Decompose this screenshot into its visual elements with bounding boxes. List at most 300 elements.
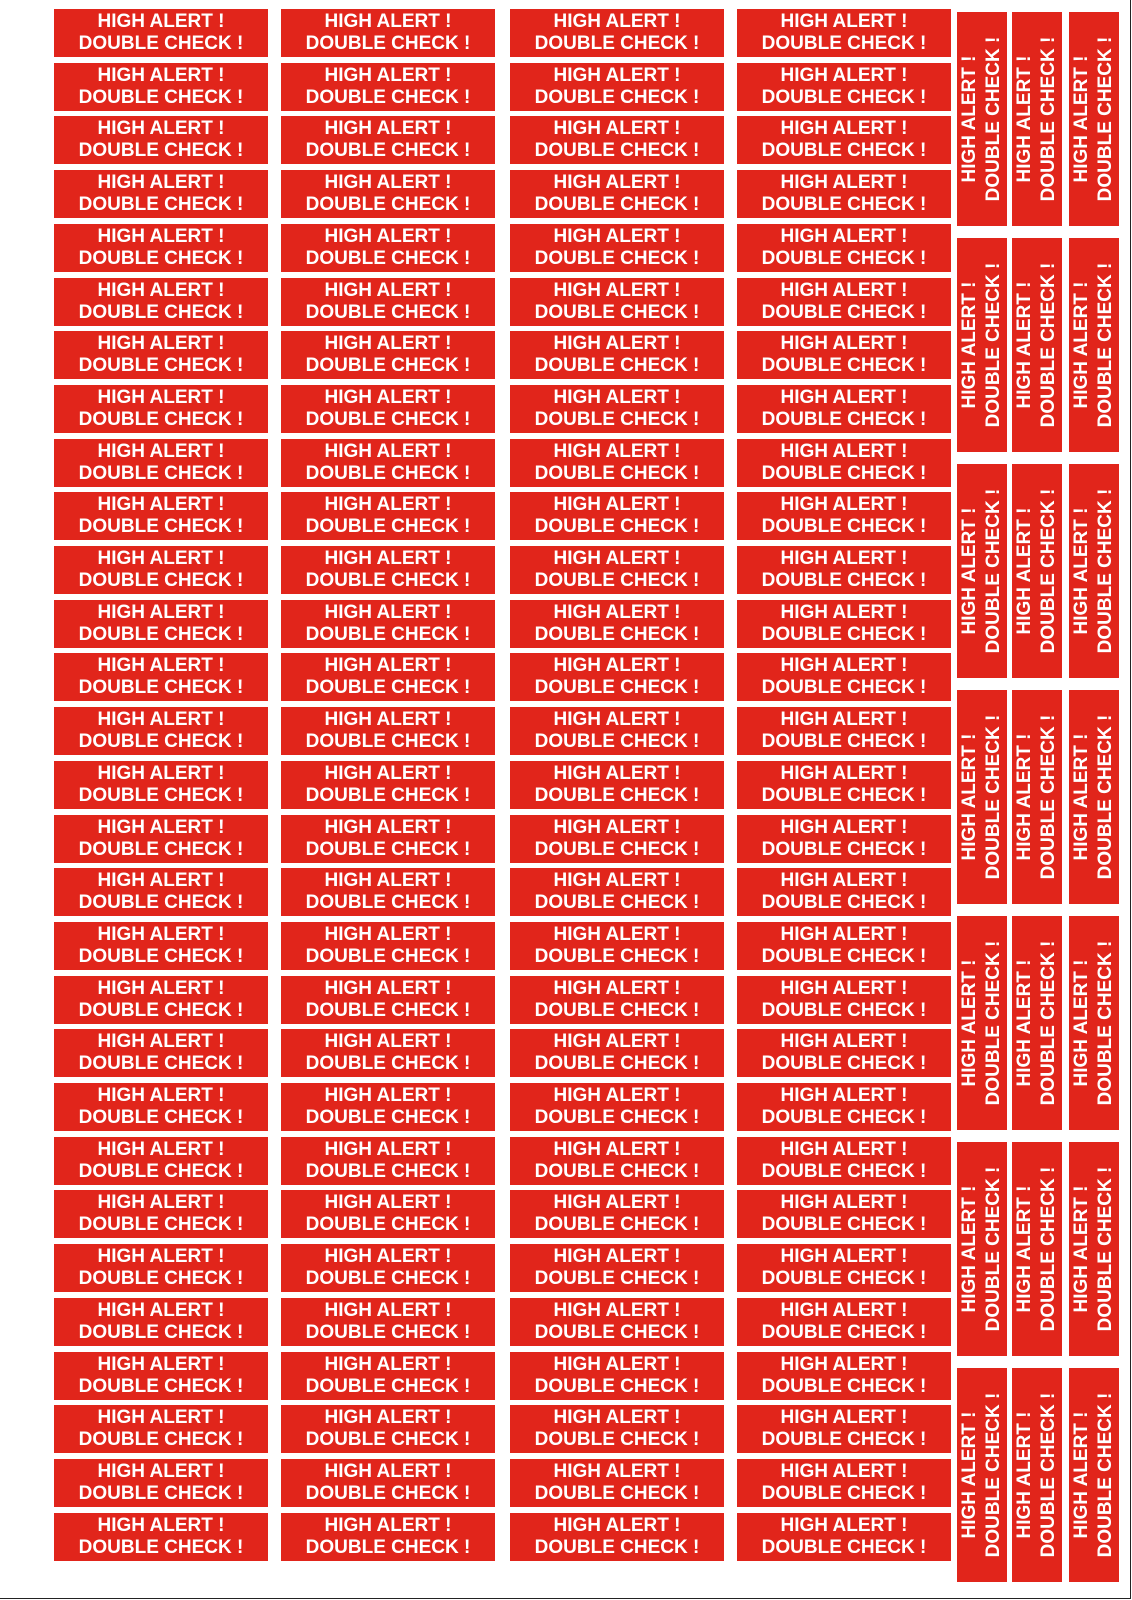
rotated-label-text xyxy=(1013,941,1061,1106)
rotated-label-text xyxy=(1070,263,1118,428)
alert-label xyxy=(281,116,495,164)
label-line-high-alert: HIGH ALERT ! xyxy=(780,1192,908,1213)
alert-label xyxy=(54,600,268,648)
alert-label xyxy=(54,653,268,701)
alert-label xyxy=(54,170,268,218)
rotated-label-text xyxy=(958,941,1006,1106)
label-line-double-check: DOUBLE CHECK ! xyxy=(305,516,471,537)
label-line-double-check: DOUBLE CHECK ! xyxy=(305,1107,471,1128)
label-line-high-alert: HIGH ALERT ! xyxy=(324,1354,452,1375)
label-line-double-check: DOUBLE CHECK ! xyxy=(534,1537,700,1558)
label-line-double-check: DOUBLE CHECK ! xyxy=(534,1483,700,1504)
label-line-high-alert: HIGH ALERT ! xyxy=(97,65,225,86)
label-line-double-check: DOUBLE CHECK ! xyxy=(983,1392,1004,1558)
label-line-high-alert: HIGH ALERT ! xyxy=(97,118,225,139)
label-line-high-alert: HIGH ALERT ! xyxy=(324,494,452,515)
label-line-high-alert: HIGH ALERT ! xyxy=(1014,959,1035,1087)
label-line-double-check: DOUBLE CHECK ! xyxy=(305,1161,471,1182)
label-line-double-check: DOUBLE CHECK ! xyxy=(761,731,927,752)
alert-label xyxy=(281,1298,495,1346)
alert-label xyxy=(54,439,268,487)
label-line-high-alert: HIGH ALERT ! xyxy=(1071,1411,1092,1539)
label-line-double-check: DOUBLE CHECK ! xyxy=(78,1000,244,1021)
label-line-high-alert: HIGH ALERT ! xyxy=(780,1031,908,1052)
label-line-double-check: DOUBLE CHECK ! xyxy=(305,140,471,161)
label-line-high-alert: HIGH ALERT ! xyxy=(780,172,908,193)
label-line-high-alert: HIGH ALERT ! xyxy=(553,1139,681,1160)
label-line-high-alert: HIGH ALERT ! xyxy=(553,978,681,999)
label-line-double-check: DOUBLE CHECK ! xyxy=(305,624,471,645)
label-line-double-check: DOUBLE CHECK ! xyxy=(78,624,244,645)
label-line-high-alert: HIGH ALERT ! xyxy=(1071,55,1092,183)
label-line-high-alert: HIGH ALERT ! xyxy=(553,280,681,301)
alert-label xyxy=(281,1190,495,1238)
label-line-double-check: DOUBLE CHECK ! xyxy=(534,140,700,161)
label-line-high-alert: HIGH ALERT ! xyxy=(959,733,980,861)
alert-label-vertical xyxy=(1012,464,1062,678)
alert-label xyxy=(54,63,268,111)
alert-label xyxy=(737,1513,951,1561)
alert-label xyxy=(281,170,495,218)
label-line-high-alert: HIGH ALERT ! xyxy=(97,548,225,569)
label-line-high-alert: HIGH ALERT ! xyxy=(97,924,225,945)
label-line-high-alert: HIGH ALERT ! xyxy=(780,1085,908,1106)
alert-label xyxy=(737,1244,951,1292)
label-line-high-alert: HIGH ALERT ! xyxy=(553,1085,681,1106)
label-line-high-alert: HIGH ALERT ! xyxy=(553,1407,681,1428)
alert-label xyxy=(510,922,724,970)
alert-label xyxy=(281,385,495,433)
label-line-double-check: DOUBLE CHECK ! xyxy=(78,1537,244,1558)
alert-label xyxy=(510,1352,724,1400)
alert-label xyxy=(737,868,951,916)
label-line-high-alert: HIGH ALERT ! xyxy=(780,978,908,999)
alert-label xyxy=(510,1513,724,1561)
label-line-high-alert: HIGH ALERT ! xyxy=(97,333,225,354)
label-line-double-check: DOUBLE CHECK ! xyxy=(761,463,927,484)
rotated-label-text xyxy=(1013,1393,1061,1558)
alert-label xyxy=(281,224,495,272)
label-line-double-check: DOUBLE CHECK ! xyxy=(761,1376,927,1397)
alert-label xyxy=(281,653,495,701)
label-line-high-alert: HIGH ALERT ! xyxy=(780,1515,908,1536)
alert-label xyxy=(737,546,951,594)
alert-label xyxy=(54,922,268,970)
label-line-high-alert: HIGH ALERT ! xyxy=(553,172,681,193)
alert-label xyxy=(510,868,724,916)
alert-label-vertical xyxy=(957,916,1007,1130)
label-line-high-alert: HIGH ALERT ! xyxy=(959,507,980,635)
label-line-high-alert: HIGH ALERT ! xyxy=(324,1139,452,1160)
label-line-double-check: DOUBLE CHECK ! xyxy=(983,1166,1004,1332)
label-line-double-check: DOUBLE CHECK ! xyxy=(305,248,471,269)
label-line-high-alert: HIGH ALERT ! xyxy=(553,548,681,569)
label-line-high-alert: HIGH ALERT ! xyxy=(97,1461,225,1482)
alert-label-vertical xyxy=(957,464,1007,678)
alert-label xyxy=(510,815,724,863)
label-line-high-alert: HIGH ALERT ! xyxy=(553,1192,681,1213)
label-line-double-check: DOUBLE CHECK ! xyxy=(534,570,700,591)
label-line-double-check: DOUBLE CHECK ! xyxy=(305,1268,471,1289)
alert-label xyxy=(281,922,495,970)
label-line-high-alert: HIGH ALERT ! xyxy=(780,1139,908,1160)
label-line-high-alert: HIGH ALERT ! xyxy=(780,817,908,838)
label-line-high-alert: HIGH ALERT ! xyxy=(780,494,908,515)
rotated-label-text xyxy=(958,489,1006,654)
label-line-double-check: DOUBLE CHECK ! xyxy=(78,1268,244,1289)
label-line-high-alert: HIGH ALERT ! xyxy=(324,924,452,945)
label-line-high-alert: HIGH ALERT ! xyxy=(780,548,908,569)
alert-label xyxy=(54,1513,268,1561)
label-line-high-alert: HIGH ALERT ! xyxy=(553,1461,681,1482)
label-line-double-check: DOUBLE CHECK ! xyxy=(534,839,700,860)
label-line-double-check: DOUBLE CHECK ! xyxy=(305,355,471,376)
label-line-double-check: DOUBLE CHECK ! xyxy=(534,624,700,645)
label-line-high-alert: HIGH ALERT ! xyxy=(97,1031,225,1052)
label-line-double-check: DOUBLE CHECK ! xyxy=(305,1537,471,1558)
rotated-label-text xyxy=(1013,1167,1061,1332)
label-line-high-alert: HIGH ALERT ! xyxy=(959,959,980,1087)
label-line-high-alert: HIGH ALERT ! xyxy=(97,11,225,32)
label-line-double-check: DOUBLE CHECK ! xyxy=(1095,262,1116,428)
label-line-double-check: DOUBLE CHECK ! xyxy=(78,355,244,376)
alert-label xyxy=(737,1405,951,1453)
alert-label xyxy=(510,1405,724,1453)
rotated-label-text xyxy=(1070,1167,1118,1332)
alert-label xyxy=(54,385,268,433)
label-line-double-check: DOUBLE CHECK ! xyxy=(1095,714,1116,880)
rotated-label-text xyxy=(1070,941,1118,1106)
alert-label-vertical xyxy=(1012,238,1062,452)
label-line-high-alert: HIGH ALERT ! xyxy=(324,870,452,891)
label-line-double-check: DOUBLE CHECK ! xyxy=(305,463,471,484)
label-line-double-check: DOUBLE CHECK ! xyxy=(305,839,471,860)
label-line-high-alert: HIGH ALERT ! xyxy=(1014,1411,1035,1539)
label-line-high-alert: HIGH ALERT ! xyxy=(780,333,908,354)
alert-label-vertical xyxy=(1012,916,1062,1130)
label-line-double-check: DOUBLE CHECK ! xyxy=(761,1268,927,1289)
label-line-double-check: DOUBLE CHECK ! xyxy=(305,302,471,323)
label-line-high-alert: HIGH ALERT ! xyxy=(780,280,908,301)
label-line-double-check: DOUBLE CHECK ! xyxy=(78,1322,244,1343)
label-line-double-check: DOUBLE CHECK ! xyxy=(305,570,471,591)
label-line-double-check: DOUBLE CHECK ! xyxy=(534,1376,700,1397)
alert-label-vertical xyxy=(1069,12,1119,226)
label-line-high-alert: HIGH ALERT ! xyxy=(324,172,452,193)
label-line-high-alert: HIGH ALERT ! xyxy=(324,1246,452,1267)
label-line-high-alert: HIGH ALERT ! xyxy=(780,924,908,945)
label-line-high-alert: HIGH ALERT ! xyxy=(780,1300,908,1321)
alert-label xyxy=(510,1298,724,1346)
label-line-double-check: DOUBLE CHECK ! xyxy=(534,1268,700,1289)
rotated-label-text xyxy=(1013,715,1061,880)
label-line-high-alert: HIGH ALERT ! xyxy=(780,655,908,676)
label-line-high-alert: HIGH ALERT ! xyxy=(97,1300,225,1321)
label-line-double-check: DOUBLE CHECK ! xyxy=(78,1483,244,1504)
alert-label xyxy=(54,224,268,272)
label-line-double-check: DOUBLE CHECK ! xyxy=(761,140,927,161)
label-line-high-alert: HIGH ALERT ! xyxy=(1071,959,1092,1087)
label-line-double-check: DOUBLE CHECK ! xyxy=(1038,1166,1059,1332)
alert-label xyxy=(510,1083,724,1131)
alert-label xyxy=(281,761,495,809)
label-line-double-check: DOUBLE CHECK ! xyxy=(78,87,244,108)
alert-label xyxy=(737,1298,951,1346)
label-line-high-alert: HIGH ALERT ! xyxy=(324,441,452,462)
alert-label xyxy=(737,653,951,701)
alert-label xyxy=(510,1137,724,1185)
label-line-high-alert: HIGH ALERT ! xyxy=(97,280,225,301)
label-line-double-check: DOUBLE CHECK ! xyxy=(78,516,244,537)
label-line-double-check: DOUBLE CHECK ! xyxy=(761,892,927,913)
label-line-high-alert: HIGH ALERT ! xyxy=(1071,281,1092,409)
alert-label-vertical xyxy=(957,1142,1007,1356)
alert-label-vertical xyxy=(1069,1142,1119,1356)
label-line-double-check: DOUBLE CHECK ! xyxy=(983,36,1004,202)
label-line-double-check: DOUBLE CHECK ! xyxy=(761,87,927,108)
alert-label xyxy=(737,1352,951,1400)
alert-label-vertical xyxy=(1012,1368,1062,1582)
label-line-high-alert: HIGH ALERT ! xyxy=(1071,733,1092,861)
label-line-high-alert: HIGH ALERT ! xyxy=(324,118,452,139)
label-line-double-check: DOUBLE CHECK ! xyxy=(78,892,244,913)
alert-label xyxy=(281,868,495,916)
label-line-double-check: DOUBLE CHECK ! xyxy=(1038,36,1059,202)
alert-label xyxy=(737,331,951,379)
alert-label xyxy=(737,1137,951,1185)
label-line-high-alert: HIGH ALERT ! xyxy=(324,226,452,247)
alert-label xyxy=(54,1137,268,1185)
label-line-high-alert: HIGH ALERT ! xyxy=(553,118,681,139)
label-line-high-alert: HIGH ALERT ! xyxy=(959,1411,980,1539)
alert-label-vertical xyxy=(957,12,1007,226)
label-line-high-alert: HIGH ALERT ! xyxy=(959,55,980,183)
alert-label xyxy=(281,1405,495,1453)
label-line-double-check: DOUBLE CHECK ! xyxy=(78,785,244,806)
label-line-double-check: DOUBLE CHECK ! xyxy=(534,1053,700,1074)
label-line-double-check: DOUBLE CHECK ! xyxy=(534,677,700,698)
alert-label-vertical xyxy=(957,1368,1007,1582)
alert-label xyxy=(510,278,724,326)
alert-label xyxy=(54,278,268,326)
label-line-high-alert: HIGH ALERT ! xyxy=(553,763,681,784)
label-line-double-check: DOUBLE CHECK ! xyxy=(305,1214,471,1235)
label-line-double-check: DOUBLE CHECK ! xyxy=(78,302,244,323)
label-line-high-alert: HIGH ALERT ! xyxy=(553,11,681,32)
label-line-double-check: DOUBLE CHECK ! xyxy=(78,839,244,860)
label-line-high-alert: HIGH ALERT ! xyxy=(97,602,225,623)
rotated-label-text xyxy=(1013,263,1061,428)
alert-label xyxy=(510,385,724,433)
alert-label xyxy=(510,1244,724,1292)
label-line-double-check: DOUBLE CHECK ! xyxy=(761,33,927,54)
label-line-high-alert: HIGH ALERT ! xyxy=(324,65,452,86)
label-line-double-check: DOUBLE CHECK ! xyxy=(534,355,700,376)
label-line-high-alert: HIGH ALERT ! xyxy=(324,387,452,408)
alert-label xyxy=(54,492,268,540)
alert-label xyxy=(737,922,951,970)
alert-label xyxy=(54,1244,268,1292)
alert-label xyxy=(737,815,951,863)
label-line-double-check: DOUBLE CHECK ! xyxy=(534,1429,700,1450)
alert-label xyxy=(54,331,268,379)
label-line-double-check: DOUBLE CHECK ! xyxy=(305,785,471,806)
label-line-double-check: DOUBLE CHECK ! xyxy=(1038,714,1059,880)
rotated-label-text xyxy=(1013,489,1061,654)
label-line-high-alert: HIGH ALERT ! xyxy=(553,655,681,676)
label-line-double-check: DOUBLE CHECK ! xyxy=(534,1214,700,1235)
rotated-label-text xyxy=(958,37,1006,202)
alert-label xyxy=(54,9,268,57)
label-line-high-alert: HIGH ALERT ! xyxy=(553,870,681,891)
label-line-double-check: DOUBLE CHECK ! xyxy=(78,946,244,967)
alert-label xyxy=(737,492,951,540)
label-line-double-check: DOUBLE CHECK ! xyxy=(305,946,471,967)
alert-label-vertical xyxy=(1012,12,1062,226)
label-line-high-alert: HIGH ALERT ! xyxy=(324,1407,452,1428)
label-line-double-check: DOUBLE CHECK ! xyxy=(1095,940,1116,1106)
alert-label xyxy=(510,1459,724,1507)
alert-label xyxy=(737,761,951,809)
alert-label-vertical xyxy=(957,690,1007,904)
label-line-high-alert: HIGH ALERT ! xyxy=(97,1085,225,1106)
label-line-double-check: DOUBLE CHECK ! xyxy=(305,1322,471,1343)
label-line-double-check: DOUBLE CHECK ! xyxy=(305,731,471,752)
alert-label xyxy=(281,492,495,540)
label-line-double-check: DOUBLE CHECK ! xyxy=(761,839,927,860)
label-line-high-alert: HIGH ALERT ! xyxy=(1014,733,1035,861)
label-line-high-alert: HIGH ALERT ! xyxy=(324,1192,452,1213)
rotated-label-text xyxy=(958,1167,1006,1332)
label-line-double-check: DOUBLE CHECK ! xyxy=(534,1107,700,1128)
label-line-high-alert: HIGH ALERT ! xyxy=(780,118,908,139)
alert-label xyxy=(510,331,724,379)
alert-label xyxy=(281,9,495,57)
alert-label xyxy=(510,9,724,57)
label-line-high-alert: HIGH ALERT ! xyxy=(324,548,452,569)
label-line-high-alert: HIGH ALERT ! xyxy=(553,494,681,515)
alert-label-vertical xyxy=(1069,1368,1119,1582)
label-line-high-alert: HIGH ALERT ! xyxy=(324,817,452,838)
label-line-double-check: DOUBLE CHECK ! xyxy=(761,946,927,967)
label-line-double-check: DOUBLE CHECK ! xyxy=(761,1053,927,1074)
alert-label xyxy=(54,1352,268,1400)
label-line-high-alert: HIGH ALERT ! xyxy=(1071,507,1092,635)
label-line-high-alert: HIGH ALERT ! xyxy=(780,226,908,247)
label-line-double-check: DOUBLE CHECK ! xyxy=(305,409,471,430)
alert-label xyxy=(737,439,951,487)
alert-label xyxy=(281,331,495,379)
label-line-high-alert: HIGH ALERT ! xyxy=(553,602,681,623)
label-line-high-alert: HIGH ALERT ! xyxy=(780,1246,908,1267)
label-line-high-alert: HIGH ALERT ! xyxy=(553,1354,681,1375)
alert-label xyxy=(510,707,724,755)
label-line-high-alert: HIGH ALERT ! xyxy=(97,1246,225,1267)
label-line-double-check: DOUBLE CHECK ! xyxy=(761,1000,927,1021)
alert-label xyxy=(281,976,495,1024)
label-line-double-check: DOUBLE CHECK ! xyxy=(78,1429,244,1450)
alert-label xyxy=(737,1459,951,1507)
rotated-label-text xyxy=(1070,715,1118,880)
label-line-high-alert: HIGH ALERT ! xyxy=(324,280,452,301)
label-line-high-alert: HIGH ALERT ! xyxy=(97,387,225,408)
label-line-high-alert: HIGH ALERT ! xyxy=(780,1354,908,1375)
alert-label xyxy=(737,170,951,218)
label-line-high-alert: HIGH ALERT ! xyxy=(324,655,452,676)
alert-label xyxy=(510,224,724,272)
label-line-high-alert: HIGH ALERT ! xyxy=(324,1085,452,1106)
label-line-double-check: DOUBLE CHECK ! xyxy=(78,194,244,215)
label-line-high-alert: HIGH ALERT ! xyxy=(97,870,225,891)
alert-label xyxy=(54,976,268,1024)
rotated-label-text xyxy=(958,263,1006,428)
label-line-double-check: DOUBLE CHECK ! xyxy=(761,1322,927,1343)
alert-label-vertical xyxy=(1069,916,1119,1130)
label-line-double-check: DOUBLE CHECK ! xyxy=(305,1483,471,1504)
label-line-double-check: DOUBLE CHECK ! xyxy=(78,1214,244,1235)
label-line-high-alert: HIGH ALERT ! xyxy=(959,1185,980,1313)
label-line-double-check: DOUBLE CHECK ! xyxy=(1095,1166,1116,1332)
label-line-high-alert: HIGH ALERT ! xyxy=(553,387,681,408)
alert-label xyxy=(510,1190,724,1238)
label-line-double-check: DOUBLE CHECK ! xyxy=(534,892,700,913)
alert-label xyxy=(510,116,724,164)
label-line-high-alert: HIGH ALERT ! xyxy=(97,1407,225,1428)
label-line-double-check: DOUBLE CHECK ! xyxy=(534,302,700,323)
label-line-double-check: DOUBLE CHECK ! xyxy=(78,1107,244,1128)
label-line-double-check: DOUBLE CHECK ! xyxy=(983,262,1004,428)
label-line-high-alert: HIGH ALERT ! xyxy=(324,978,452,999)
alert-label xyxy=(281,600,495,648)
label-line-high-alert: HIGH ALERT ! xyxy=(553,1515,681,1536)
alert-label xyxy=(54,1190,268,1238)
label-line-double-check: DOUBLE CHECK ! xyxy=(1038,1392,1059,1558)
label-line-high-alert: HIGH ALERT ! xyxy=(97,655,225,676)
alert-label xyxy=(737,707,951,755)
label-line-high-alert: HIGH ALERT ! xyxy=(553,1246,681,1267)
label-line-double-check: DOUBLE CHECK ! xyxy=(78,570,244,591)
label-line-high-alert: HIGH ALERT ! xyxy=(1014,281,1035,409)
label-line-high-alert: HIGH ALERT ! xyxy=(324,1515,452,1536)
alert-label-vertical xyxy=(1012,690,1062,904)
alert-label xyxy=(281,1513,495,1561)
rotated-label-text xyxy=(958,715,1006,880)
label-line-double-check: DOUBLE CHECK ! xyxy=(78,409,244,430)
rotated-label-text xyxy=(1070,1393,1118,1558)
label-line-high-alert: HIGH ALERT ! xyxy=(780,709,908,730)
label-line-high-alert: HIGH ALERT ! xyxy=(553,1031,681,1052)
label-line-double-check: DOUBLE CHECK ! xyxy=(78,140,244,161)
label-line-double-check: DOUBLE CHECK ! xyxy=(305,677,471,698)
label-line-high-alert: HIGH ALERT ! xyxy=(780,11,908,32)
label-line-double-check: DOUBLE CHECK ! xyxy=(761,355,927,376)
alert-label xyxy=(281,707,495,755)
label-line-double-check: DOUBLE CHECK ! xyxy=(761,785,927,806)
alert-label xyxy=(510,1029,724,1077)
alert-label xyxy=(737,385,951,433)
label-line-high-alert: HIGH ALERT ! xyxy=(324,763,452,784)
label-line-double-check: DOUBLE CHECK ! xyxy=(1095,36,1116,202)
alert-label xyxy=(737,1083,951,1131)
alert-label xyxy=(737,224,951,272)
label-line-high-alert: HIGH ALERT ! xyxy=(1014,1185,1035,1313)
label-line-high-alert: HIGH ALERT ! xyxy=(780,870,908,891)
label-line-double-check: DOUBLE CHECK ! xyxy=(78,33,244,54)
label-line-high-alert: HIGH ALERT ! xyxy=(553,333,681,354)
label-line-double-check: DOUBLE CHECK ! xyxy=(534,1161,700,1182)
alert-label xyxy=(510,170,724,218)
rotated-label-text xyxy=(1013,37,1061,202)
